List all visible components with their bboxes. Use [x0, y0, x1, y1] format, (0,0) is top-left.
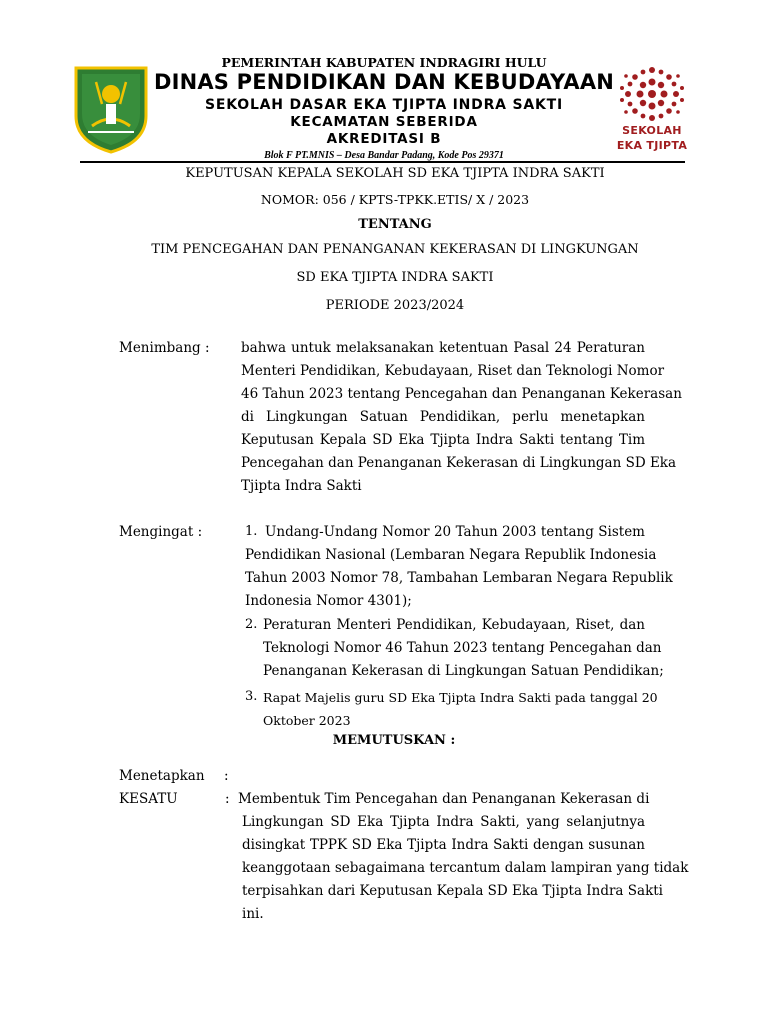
menimbang-line: di Lingkungan Satuan Pendidikan, perlu menetapkan [241, 409, 645, 425]
school-logo-dots-icon [598, 62, 706, 126]
mengingat-item-number: 2. [245, 617, 258, 632]
menetapkan-colon: : [224, 768, 229, 784]
mengingat-item-2 [263, 614, 664, 683]
mengingat-item-line: Indonesia Nomor 4301); [245, 593, 412, 609]
mengingat-item-number: 1. [245, 524, 258, 539]
mengingat-item-line: Penanganan Kekerasan di Lingkungan Satuan Pendidikan; [263, 663, 664, 679]
accreditation: AKREDITASI B [326, 131, 442, 147]
school-address: Blok F PT.MNIS – Desa Bandar Padang, Kode Pos 29371 [264, 150, 504, 161]
menimbang-label: Menimbang : [119, 340, 210, 356]
school-logo [598, 62, 706, 156]
decree-heading: KEPUTUSAN KEPALA SEKOLAH SD EKA TJIPTA INDRA SAKTI [185, 166, 605, 181]
district-name: KECAMATAN SEBERIDA [290, 114, 478, 130]
menimbang-line: Menteri Pendidikan, Kebudayaan, Riset dan Teknologi Nomor [241, 363, 665, 379]
decree-period: PERIODE 2023/2024 [325, 298, 465, 313]
agency-name: DINAS PENDIDIKAN DAN KEBUDAYAAN [153, 70, 615, 94]
decree-about: TENTANG [358, 217, 432, 232]
menetapkan-label: Menetapkan [119, 768, 205, 784]
government-name: PEMERINTAH KABUPATEN INDRAGIRI HULU [221, 55, 547, 70]
memutuskan-heading: MEMUTUSKAN : [332, 733, 456, 748]
menimbang-line: 46 Tahun 2023 tentang Pencegahan dan Penanganan Kekerasan [241, 386, 682, 402]
mengingat-item-1 [245, 521, 673, 613]
kesatu-line: ini. [242, 906, 264, 922]
kesatu-colon: : [225, 791, 230, 807]
mengingat-item-line: Rapat Majelis guru SD Eka Tjipta Indra Sakti pada tanggal 20 [263, 690, 658, 705]
school-logo-text-2: EKA TJIPTA [616, 139, 688, 152]
menimbang-line: Tjipta Indra Sakti [241, 478, 362, 494]
kesatu-line: terpisahkan dari Keputusan Kepala SD Eka Tjipta Indra Sakti [242, 883, 663, 899]
kesatu-line: Membentuk Tim Pencegahan dan Penanganan Kekerasan di [238, 791, 650, 807]
mengingat-item-line: Tahun 2003 Nomor 78, Tambahan Lembaran Negara Republik [245, 570, 673, 586]
menimbang-line: Keputusan Kepala SD Eka Tjipta Indra Sakti tentang Tim [241, 432, 645, 448]
decree-subject-line-1: TIM PENCEGAHAN DAN PENANGANAN KEKERASAN DI LINGKUNGAN [151, 242, 639, 257]
mengingat-item-line: Peraturan Menteri Pendidikan, Kebudayaan, Riset, dan [263, 617, 645, 633]
decree-subject-line-2: SD EKA TJIPTA INDRA SAKTI [296, 270, 494, 285]
mengingat-item-line: Pendidikan Nasional (Lembaran Negara Republik Indonesia [245, 547, 657, 563]
kesatu-label: KESATU [119, 791, 178, 807]
letterhead-divider [80, 161, 685, 163]
menimbang-line: Pencegahan dan Penanganan Kekerasan di Lingkungan SD Eka [241, 455, 677, 471]
mengingat-item-line: Teknologi Nomor 46 Tahun 2023 tentang Pencegahan dan [263, 640, 662, 656]
mengingat-item-line: Undang-Undang Nomor 20 Tahun 2003 tentang Sistem [265, 524, 645, 540]
menimbang-text [241, 337, 682, 498]
menimbang-line: bahwa untuk melaksanakan ketentuan Pasal 24 Peraturan [241, 340, 645, 356]
mengingat-label: Mengingat : [119, 524, 203, 540]
decree-number: NOMOR: 056 / KPTS-TPKK.ETIS/ X / 2023 [260, 192, 530, 207]
kesatu-line: keanggotaan sebagaimana tercantum dalam lampiran yang tidak [242, 860, 689, 876]
mengingat-item-number: 3. [245, 689, 258, 704]
school-logo-text-1: SEKOLAH [622, 124, 682, 137]
school-name: SEKOLAH DASAR EKA TJIPTA INDRA SAKTI [204, 97, 564, 113]
kesatu-line: Lingkungan SD Eka Tjipta Indra Sakti, yang selanjutnya [242, 814, 645, 830]
mengingat-item-3 [263, 686, 658, 732]
kesatu-text [238, 788, 689, 926]
kesatu-line: disingkat TPPK SD Eka Tjipta Indra Sakti dengan susunan [242, 837, 645, 853]
mengingat-item-line: Oktober 2023 [263, 713, 351, 728]
